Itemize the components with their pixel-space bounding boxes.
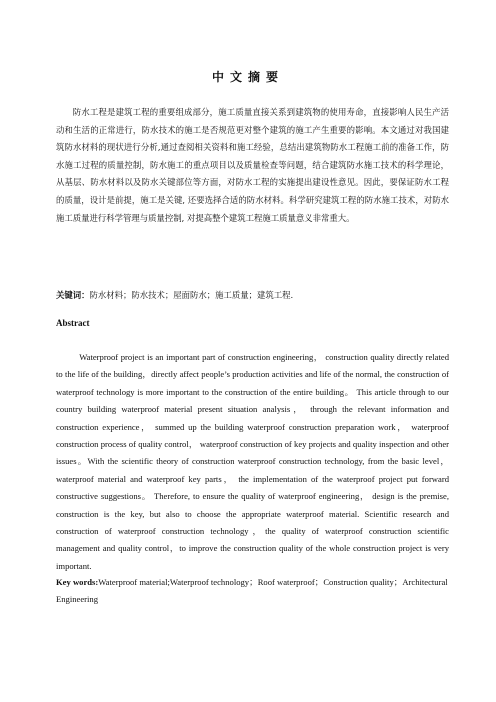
chinese-keywords-value: 防水材料；防水技术；屋面防水；施工质量；建筑工程. [89, 290, 294, 300]
english-keywords-label: Key words: [56, 577, 99, 587]
english-keywords [56, 574, 449, 608]
chinese-keywords-label: 关键词： [56, 290, 90, 300]
chinese-keywords [56, 288, 449, 302]
chinese-abstract-text: 防水工程是建筑工程的重要组成部分，施工质量直接关系到建筑物的使用寿命，直接影响人民生产活动和生活的正常进行，防水技术的施工是否规范更对整个建筑的施工产生重要的影响。本文通过对我国建筑防水材料的现状进行分析,通过查阅相关资料和施工经验，总结出建筑物防水工程施工前的准备工作，防水施工过程的质量控制，防水施工的重点项目以及质量检查等问题，结合建筑防水施工技术的科学理论，从基层、防水材料以及防水关键部位等方面，对防水工程的实施提出建设性意见。因此，要保证防水工程的质量，设计是前提，施工是关键, 还要选择合适的防水材料。科学研究建筑工程的防水施工技术，对防水施工质量进行科学管理与质量控制, 对提高整个建筑工程施工质量意义非常重大。 [56, 107, 449, 223]
english-keywords-value: Waterproof material;Waterproof technology；Roof waterproof；Construction quality；Architectural Engineering [56, 577, 448, 604]
english-abstract-heading: Abstract [56, 318, 90, 328]
english-abstract-text: Waterproof project is an important part of construction engineering， construction quality directly related to the life of the building，directly affect people’s production activities and life of the normal, the construction of waterproof technology is more important to the construction of the entire building。 This article through to our country building waterproof material present situation analysis， through the relevant information and construction experience， summed up the building waterproof construction preparation work， waterproof construction process of quality control， waterproof construction of key projects and quality inspection and other issues。With the scientific theory of construction waterproof construction technology, from the basic level， waterproof material and waterproof key parts， the implementation of the waterproof project put forward constructive suggestions。 Therefore, to ensure the quality of waterproof engineering， design is the premise, construction is the key, but also to choose the appropriate waterproof material. Scientific research and construction of waterproof construction technology，the quality of waterproof construction scientific management and quality control，to improve the construction quality of the whole construction project is very important. [56, 352, 449, 571]
page-title: 中文摘要 [211, 70, 284, 84]
